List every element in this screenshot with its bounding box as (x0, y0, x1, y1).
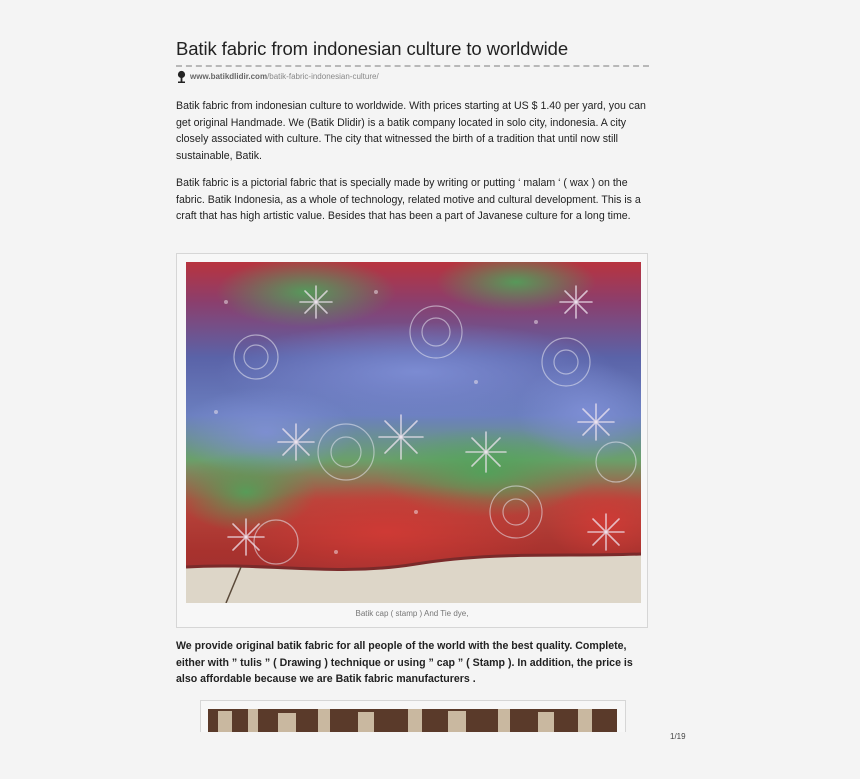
intro-paragraph: Batik fabric from indonesian culture to worldwide. With prices starting at US $ 1.40 per yard, you can get original Handmade. We (Batik Dlidir) is a batik company located in solo city, indonesia. A city closely associated with culture. The city that witnessed the birth of a tradition that until now still sustainable, Batik. (176, 100, 646, 163)
bold-paragraph: We provide original batik fabric for all people of the world with the best quality. Complete, either with ” tulis ” ( Drawing ) technique or using ” cap ” ( Stamp ). In addition, the price is also affordable because we are Batik fabric manufacturers . (176, 640, 633, 686)
source-domain: www.batikdlidir.com (190, 71, 268, 81)
pin-icon (176, 70, 187, 83)
title-divider (176, 65, 649, 67)
figure-caption: Batik cap ( stamp ) And Tie dye, (355, 609, 469, 618)
batik-fabric-image (186, 262, 641, 603)
page-number: 1/19 (670, 732, 686, 741)
source-path: /batik-fabric-indonesian-culture/ (267, 71, 379, 81)
source-link[interactable] (176, 69, 379, 83)
page-footer (0, 732, 860, 779)
batik-figure (176, 253, 648, 628)
page-title: Batik fabric from indonesian culture to worldwide (176, 38, 569, 59)
description-paragraph: Batik fabric is a pictorial fabric that is specially made by writing or putting ‘ malam ‘ ( wax ) on the fabric. Batik Indonesia, as a whole of technology, related motive and cultural development. This is a craft that has high artistic value. Besides that has been a part of Javanese culture for a long time. (176, 177, 641, 223)
